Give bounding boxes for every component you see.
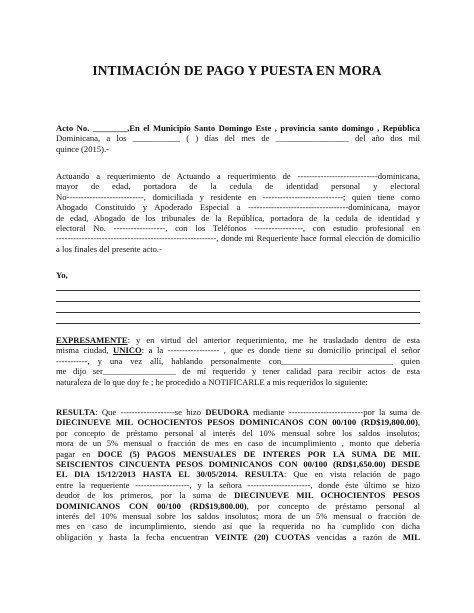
resulta-line-6: SEISCIENTOS CINCUENTA PESOS DOMINICANOS CON 00/100 (RD$1,650.00) DESDE	[56, 458, 420, 469]
resulta-paragraph	[56, 407, 420, 542]
resulta-line-10	[56, 501, 420, 511]
resulta-text: deudor de los primeros, por la suma de	[56, 490, 235, 501]
payments-text: DOCE (5) PAGOS MENSUALES DE INTERES POR LA SUMA DE MIL	[97, 448, 420, 459]
resulta-text: vencidas a razón de	[309, 531, 403, 542]
amount-text: DIECINUEVE MIL OCHOCIENTOS PESOS	[234, 490, 420, 501]
expresamente-paragraph	[56, 335, 420, 387]
acto-line	[56, 123, 420, 133]
actuando-line-2: mayor de edad, portadora de la cedula de identidad personal y electoral	[56, 181, 420, 192]
resulta-text: , por concepto de préstamo personal al	[246, 500, 420, 511]
document-title: INTIMACIÓN DE PAGO Y PUESTA EN MORA	[92, 63, 382, 78]
yo-label	[56, 270, 420, 280]
amount-text: DIECINUEVE MIL OCHOCIENTOS PESOS DOMINICANOS CON 00/100 (RD$19,800.00)	[56, 417, 418, 428]
expresamente-label: EXPRESAMENTE	[56, 335, 128, 345]
unico-label: UNICO	[113, 345, 142, 356]
resulta-text: : Que en vista relación de pago	[283, 469, 420, 480]
acto-line-1: Acto No. ________,En el Municipio Santo Domingo Este , provincia santo domingo , República	[56, 123, 420, 133]
expresamente-text: misma ciudad,	[56, 345, 114, 356]
actuando-line-5: de edad, Abogado de los tribunales de la República, portadora de la cedula de identidad y	[56, 212, 420, 223]
amount-text: MIL	[402, 531, 420, 542]
resulta-line-5	[56, 449, 420, 459]
date-range-text: EL DIA 15/12/2013 HASTA EL 30/05/2014. RESULTA	[56, 469, 284, 480]
blank-line	[56, 312, 420, 313]
actuando-line-4: Abogado Constituido y Apoderado Especial a -----------------------------------dominicana, mayor	[56, 202, 420, 213]
resulta-text: ,	[417, 417, 420, 428]
resulta-line-9	[56, 490, 420, 500]
expresamente-line-1	[56, 335, 420, 345]
cuotas-text: VEINTE (20) CUOTAS	[214, 531, 310, 542]
resulta-text: pagar en	[56, 448, 98, 459]
actuando-line-1: Actuando a requerimiento de Actuando a requerimiento de ----------------------------dominicana,	[56, 171, 420, 181]
resulta-line-2	[56, 417, 420, 427]
acto-paragraph	[56, 123, 420, 154]
resulta-text: obligación y hasta la fecha encuentran	[56, 531, 215, 542]
yo-text: Yo,	[56, 270, 68, 280]
resulta-line-8: entre la requeriente -------------------, y la señora ----------------------, donde éste último se hizo	[56, 479, 420, 490]
actuando-paragraph	[56, 171, 420, 254]
blank-line	[56, 290, 420, 291]
resulta-text: : Que -------------------se hizo	[95, 407, 206, 417]
expresamente-line-3: -----------, y una vez allí, hablando personalmente con__________________________ quien	[56, 355, 420, 366]
expresamente-line-2	[56, 345, 420, 355]
resulta-text: mediante --------------------------por la suma de	[248, 407, 420, 417]
actuando-line-8: a los finales del presente acto.-	[56, 243, 162, 254]
expresamente-line-4: me dijo ser_________________ de mí requerido y tener calidad para recibir actos de esta	[56, 366, 420, 377]
acto-line-3: quince (2015).-	[56, 143, 109, 154]
deudora-label: DEUDORA	[205, 407, 249, 417]
expresamente-line-5: naturaleza de lo que doy fe ; he procedido a NOTIFICARLE a mis requeridos lo siguiente:	[56, 376, 368, 387]
resulta-line-1	[56, 407, 420, 417]
resulta-line-11: interés del 10% mensual sobre los saldos insolutos; mora de un 5% mensual o fracción de	[56, 510, 420, 521]
resulta-line-12: mes en caso de incumplimiento, siendo así que la requerida no ha cumplido con dicha	[56, 521, 420, 532]
resulta-label: RESULTA	[56, 407, 96, 417]
resulta-line-13	[56, 532, 420, 542]
actuando-line-6: electoral No. ------------------, con los Teléfonos -----------------, con estudio profesional en	[56, 222, 420, 233]
acto-line-2: Dominicana, a los ___________ ( ) días del mes de _________________ del año dos mil	[56, 133, 420, 144]
resulta-line-7	[56, 469, 420, 479]
actuando-line-3: No---------------------------, domiciliada y residente en ----------------------------; quien tiene como	[56, 191, 420, 202]
blank-line	[56, 323, 420, 324]
amount-text: DOMINICANOS CON 00/100 (RD$19,800.00)	[56, 500, 247, 511]
resulta-line-3: por concepto de préstamo personal al interés del 10% mensual sobre los saldos insolutos;	[56, 427, 420, 438]
resulta-line-4: mora de un 5% mensual o fracción de mes en caso de incumplimiento , monto que debería	[56, 438, 420, 449]
actuando-line-7: --------------------------------------------------------, donde mi Requeriente hace formal elección de domicilio	[56, 233, 420, 244]
expresamente-text: : a la ------------------ , que es donde tiene su domicilio principal el señor	[141, 345, 420, 356]
expresamente-text: : y en virtud del anterior requerimiento, me he trasladado dentro de esta	[127, 335, 420, 345]
blank-line	[56, 301, 420, 302]
